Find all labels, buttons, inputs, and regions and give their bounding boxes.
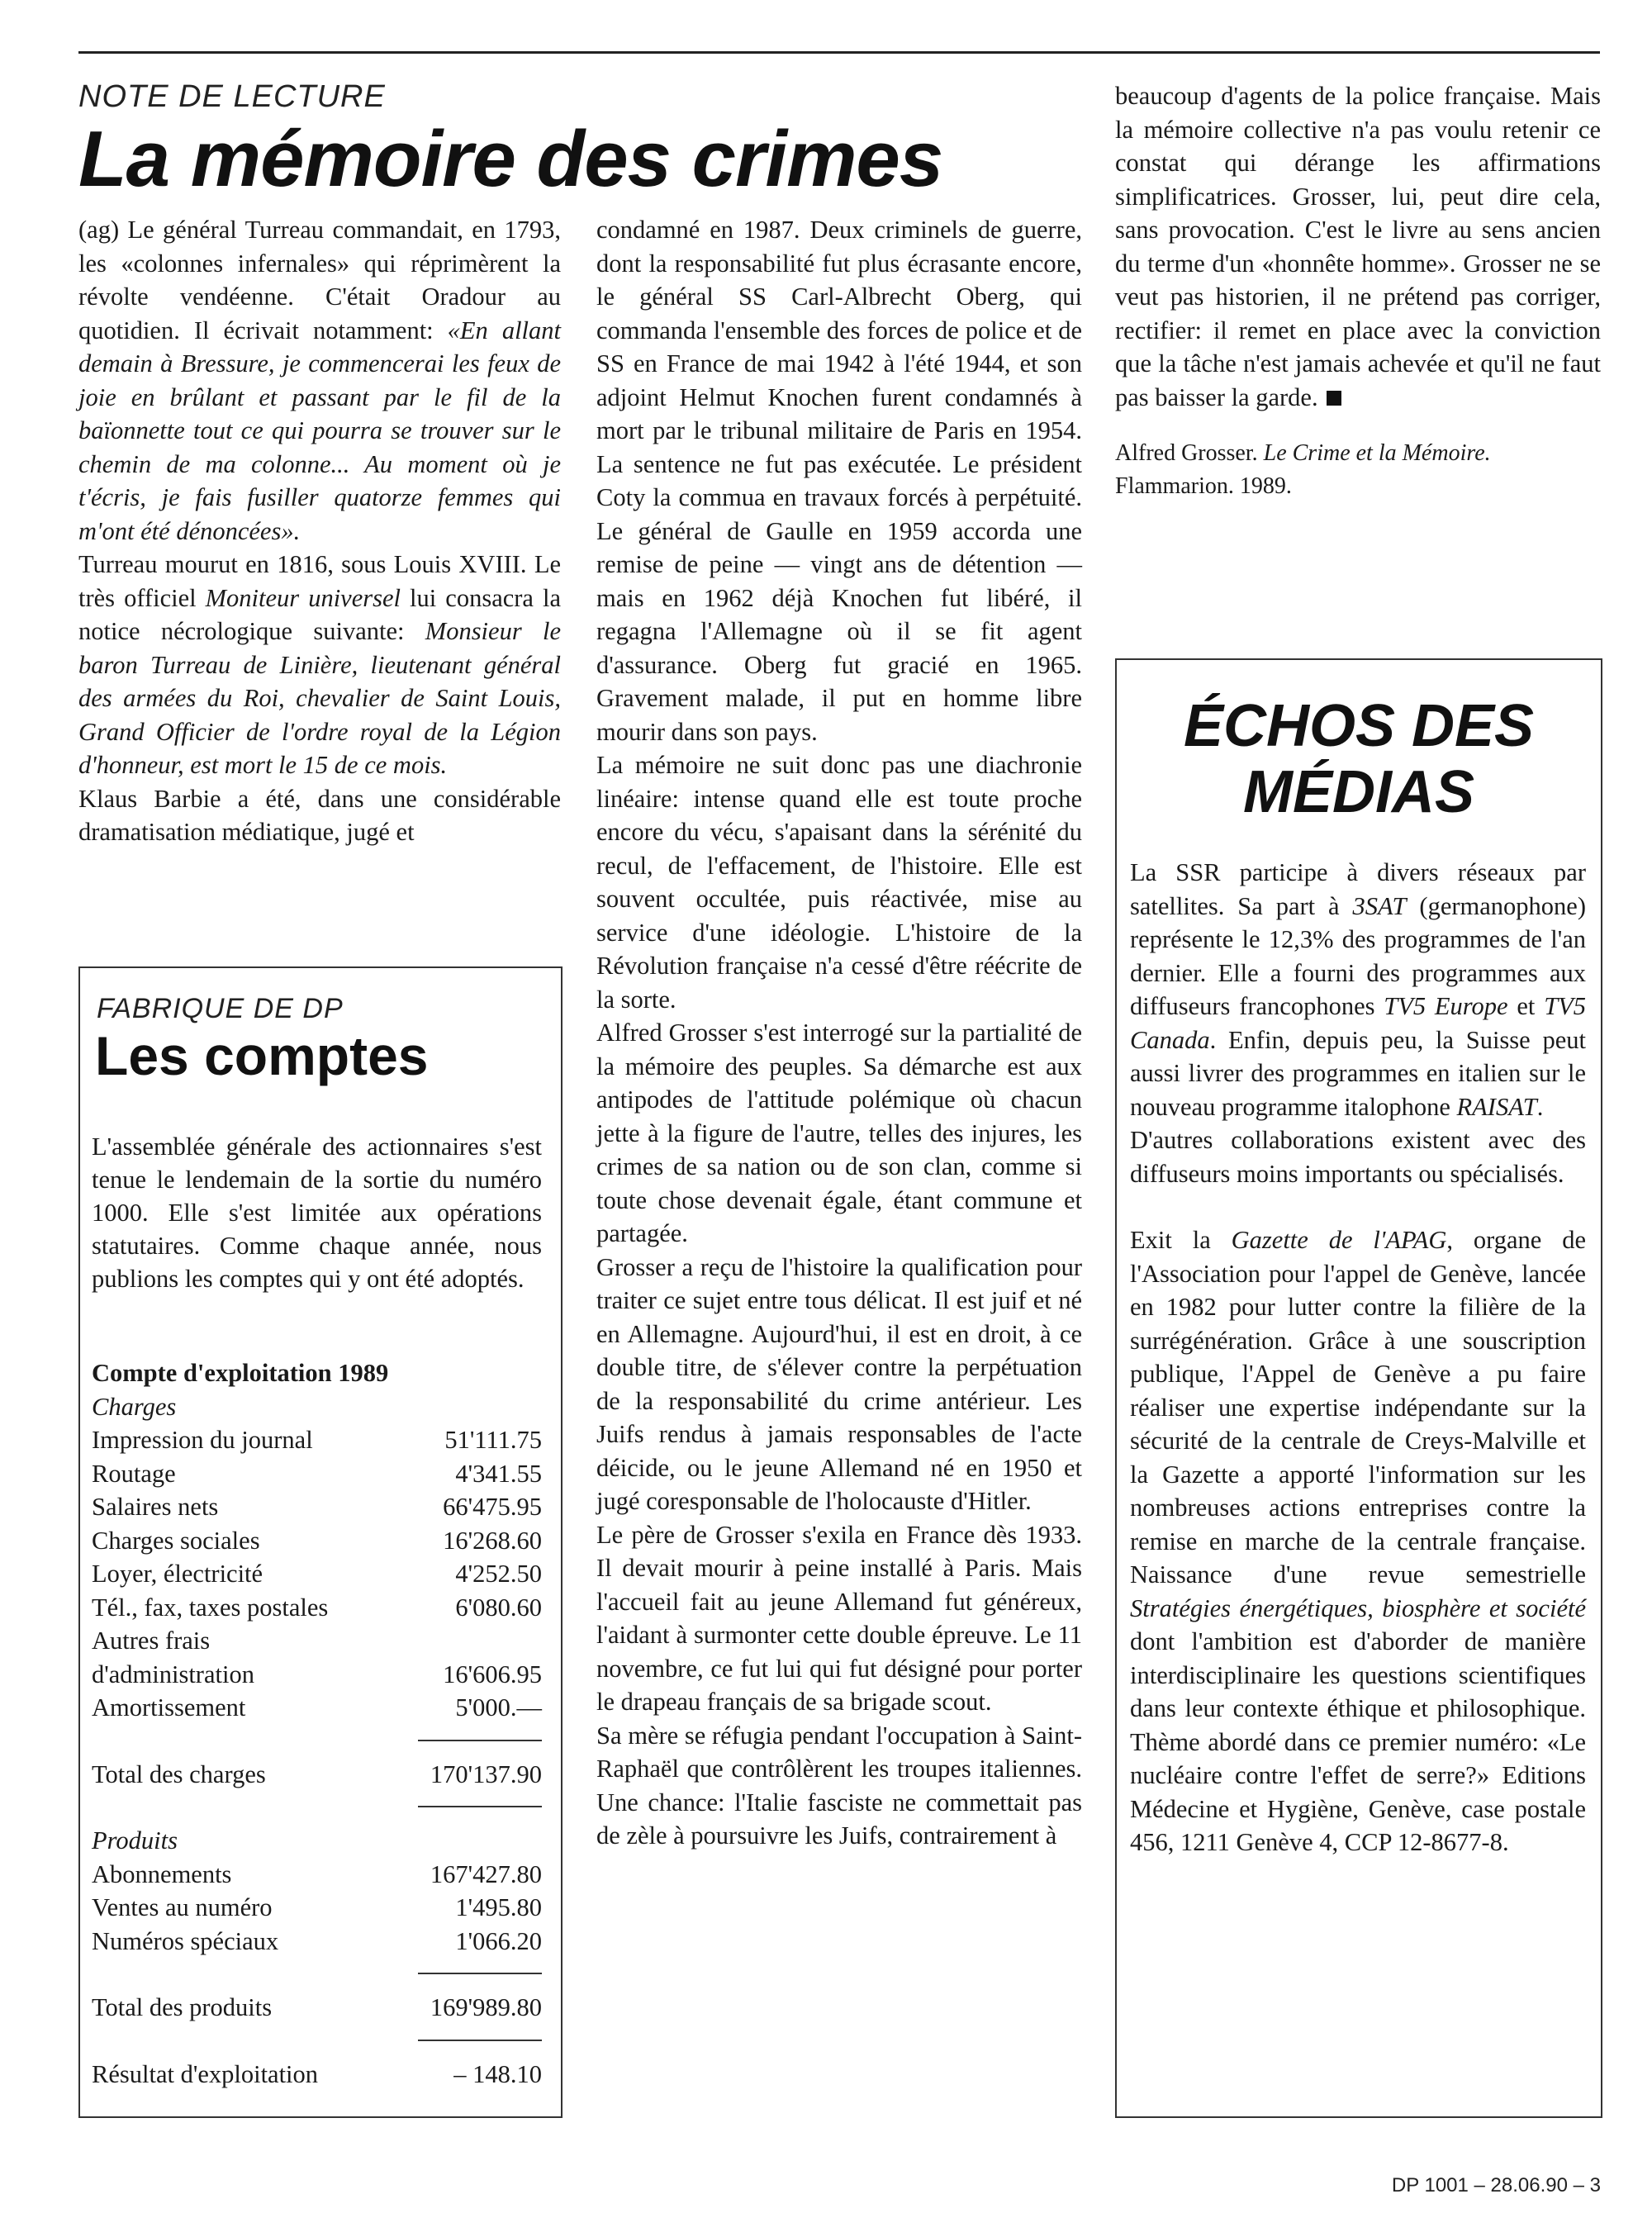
account-row: Amortissement 5'000.— <box>92 1693 542 1721</box>
fabrique-title: Les comptes <box>95 1025 429 1086</box>
top-rule <box>78 51 1600 54</box>
sum-rule <box>418 2040 542 2041</box>
article-paragraph: (ag) Le général Turreau commandait, en 1793, les «colonnes infernales» qui réprimèrent la révolte vendéenne. C'était Oradour au quotidien. Il écrivait notamment: «En allant demain à Bressure, je commencerai les feux de joie en brûlant et passant par le fil de la baïonnette tout ce qui pourra se trouver sur le chemin de ma colonne... Au moment où je t'écris, je fais fusiller quatorze femmes qui m'ont été dénoncées». <box>78 216 561 545</box>
total-produits-row: Total des produits 169'989.80 <box>92 1993 542 2021</box>
accounts-heading: Compte d'exploitation 1989 <box>92 1359 389 1387</box>
account-row: Abonnements 167'427.80 <box>92 1859 542 1888</box>
account-row: Loyer, électricité 4'252.50 <box>92 1560 542 1588</box>
accounts-table <box>92 1356 542 2091</box>
echos-paragraph: La SSR participe à divers réseaux par satellites. Sa part à 3SAT (germanophone) représente le 12,3% des programmes de l'an dernier. Elle a fourni des programmes aux diffuseurs francophones TV5 Europe et TV5 Canada. Enfin, depuis peu, la Suisse peut aussi livrer des programmes en italien sur le nouveau programme italophone RAISAT. <box>1130 858 1587 1121</box>
article-column-3 <box>1115 79 1601 503</box>
fabrique-box <box>78 966 563 2118</box>
sum-rule <box>418 1806 542 1807</box>
echos-body <box>1130 856 1586 1859</box>
echos-paragraph: D'autres collaborations existent avec des diffuseurs moins importants ou spécialisés. <box>1130 1126 1586 1188</box>
account-row: d'administration 16'606.95 <box>92 1660 542 1688</box>
account-row: Charges sociales 16'268.60 <box>92 1526 542 1555</box>
article-paragraph: beaucoup d'agents de la police française. Mais la mémoire collective n'a pas voulu retenir ce constat qui dérange les affirmations simplificatrices. Grosser, lui, peut dire cela, sans provocation. C'est le livre au sens ancien du terme d'un «honnête homme». Grosser ne se veut pas historien, il ne prétend pas corriger, rectifier: il remet en place avec la conviction que la tâche n'est jamais achevée et qu'il ne faut pas baisser la garde. <box>1115 82 1601 411</box>
article-paragraph: Grosser a reçu de l'histoire la qualification pour traiter ce sujet entre tous délicat. Il est juif et né en Allemagne. Aujourd'hui, il est en droit, à ce double titre, de s'élever contre la perpétuation de la responsabilité du crime antérieur. Les Juifs rendus à jamais responsables de l'acte déicide, ou le jeune Allemand né en 1950 et jugé coresponsable de l'holocauste d'Hitler. <box>596 1252 1082 1515</box>
account-row: Numéros spéciaux 1'066.20 <box>92 1926 542 1955</box>
account-row: Tél., fax, taxes postales 6'080.60 <box>92 1593 542 1622</box>
echos-box <box>1115 658 1602 2118</box>
sum-rule <box>418 1973 542 1974</box>
book-citation: Alfred Grosser. Le Crime et la Mémoire. Flammarion. 1989. <box>1115 440 1491 499</box>
article-paragraph: Turreau mourut en 1816, sous Louis XVIII. Le très officiel Moniteur universel lui consacra la notice nécrologique suivante: Monsieur le baron Turreau de Linière, lieutenant général des armées du Roi, chevalier de Saint Louis, Grand Officier de l'ordre royal de la Légion d'honneur, est mort le 15 de ce mois. <box>78 550 562 779</box>
account-row: Autres frais <box>92 1627 211 1655</box>
echos-paragraph: Exit la Gazette de l'APAG, organe de l'Association pour l'appel de Genève, lancée en 1982 pour lutter contre la filière de la surrégénération. Grâce à une souscription publique, l'Appel de Genève a pu faire réaliser une expertise indépendante sur la sécurité de la centrale de Creys-Malville et la Gazette a apporté l'information sur les nombreuses actions entreprises contre la remise en marche de la centrale française. Naissance d'une revue semestrielle Stratégies énergétiques, biosphère et société dont l'ambition est d'aborder de manière interdisciplinaire les questions scientifiques dans leur contexte éthique et philosophique. Thème abordé dans ce premier numéro: «Le nucléaire contre l'effet de serre?» Editions Médecine et Hygiène, Genève, case postale 456, 1211 Genève 4, CCP 12-8677-8. <box>1130 1226 1587 1856</box>
account-row: Impression du journal 51'111.75 <box>92 1426 542 1454</box>
end-mark-icon <box>1327 391 1341 406</box>
article-title: La mémoire des crimes <box>78 115 943 203</box>
article-paragraph: Sa mère se réfugia pendant l'occupation à Saint-Raphaël que contrôlèrent les troupes italiennes. Une chance: l'Italie fasciste ne commettait pas de zèle à poursuivre les Juifs, contrairement à <box>596 1721 1082 1850</box>
fabrique-kicker: FABRIQUE DE DP <box>97 993 344 1024</box>
article-paragraph: Le père de Grosser s'exila en France dès 1933. Il devait mourir à peine installé à Paris. Mais l'accueil fait au jeune Allemand fut généreux, l'aidant à surmonter cette double épreuve. Le 11 novembre, ce fut lui qui fut désigné pour porter le drapeau français de sa brigade scout. <box>596 1520 1082 1716</box>
article-paragraph: Klaus Barbie a été, dans une considérable dramatisation médiatique, jugé et <box>78 784 561 846</box>
sum-rule <box>418 1740 542 1741</box>
article-kicker: NOTE DE LECTURE <box>78 79 386 114</box>
account-row: Salaires nets 66'475.95 <box>92 1493 542 1521</box>
echos-title: ÉCHOS DES MÉDIAS <box>1183 693 1535 825</box>
result-row: Résultat d'exploitation – 148.10 <box>92 2059 542 2088</box>
page-footer: DP 1001 – 28.06.90 – 3 <box>1391 2174 1601 2196</box>
account-row: Routage 4'341.55 <box>92 1459 542 1488</box>
article-column-1 <box>78 213 561 849</box>
account-row: Ventes au numéro 1'495.80 <box>92 1893 542 1921</box>
fabrique-intro: L'assemblée générale des actionnaires s'est tenue le lendemain de la sortie du numéro 1000. Elle s'est limitée aux opérations statutaires. Comme chaque année, nous publions les comptes qui y ont été adoptés. <box>92 1133 542 1293</box>
produits-label: Produits <box>92 1826 178 1854</box>
article-paragraph: La mémoire ne suit donc pas une diachronie linéaire: intense quand elle est toute proche encore du vécu, s'apaisant dans la sérénité du recul, de l'effacement, de l'histoire. Elle est souvent occultée, puis réactivée, mise au service d'une idéologie. L'histoire de la Révolution française n'a cessé d'être réécrite de la sorte. <box>596 751 1082 1014</box>
article-column-2 <box>596 213 1082 1853</box>
article-paragraph: condamné en 1987. Deux criminels de guerre, dont la responsabilité fut plus écrasante encore, le général SS Carl-Albrecht Oberg, qui commanda l'ensemble des forces de police et de SS en France de mai 1942 à l'été 1944, et son adjoint Helmut Knochen furent condamnés à mort par le tribunal militaire de Paris en 1954. La sentence ne fut pas exécutée. Le président Coty la commua en travaux forcés à perpétuité. Le général de Gaulle en 1959 accorda une remise de peine — vingt ans de détention — mais en 1962 déjà Knochen fut libéré, il regagna l'Allemagne où il se fit agent d'assurance. Oberg fut gracié en 1965. Gravement malade, il put en homme libre mourir dans son pays. <box>596 216 1082 746</box>
total-charges-row: Total des charges 170'137.90 <box>92 1759 542 1788</box>
charges-label: Charges <box>92 1392 177 1421</box>
article-paragraph: Alfred Grosser s'est interrogé sur la partialité de la mémoire des peuples. Sa démarche est aux antipodes de l'attitude polémique où chacun jette à la figure de l'autre, telles des injures, les crimes de sa nation ou de son clan, comme si toute chose devenait égale, étant commune et partagée. <box>596 1019 1082 1247</box>
